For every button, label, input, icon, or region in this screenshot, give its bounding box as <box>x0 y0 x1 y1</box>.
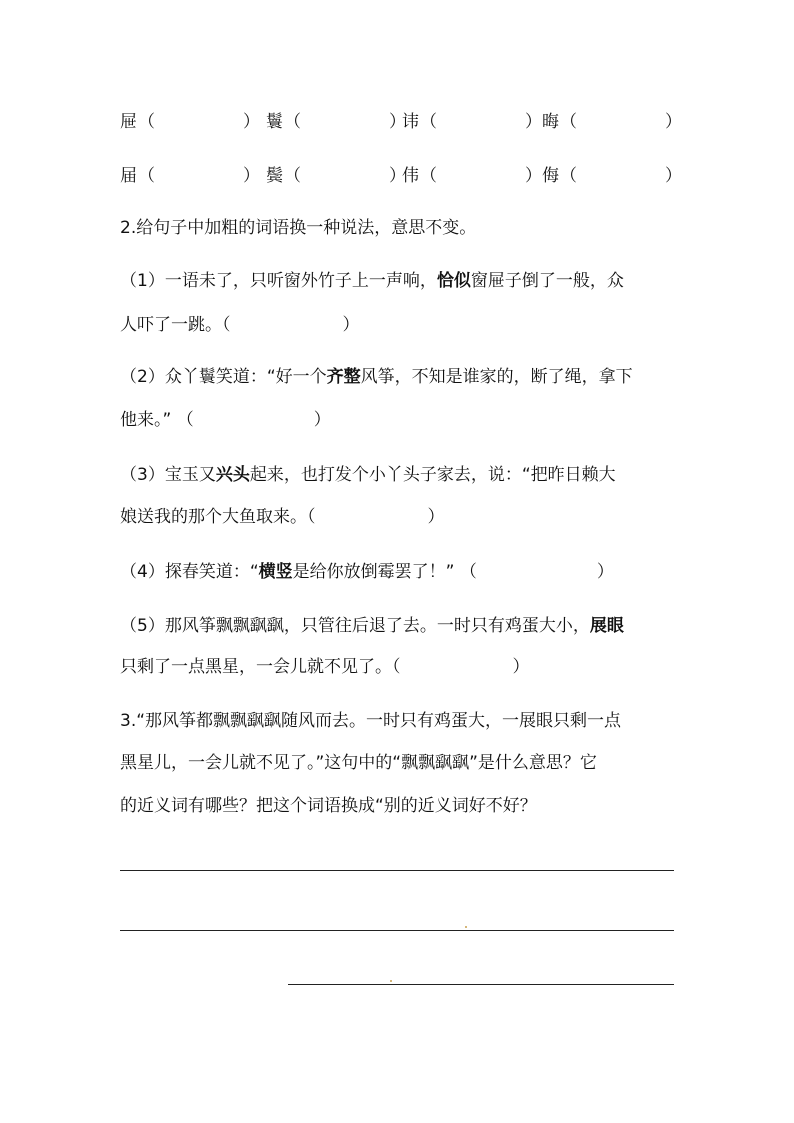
char: 晦 <box>542 112 559 132</box>
stray-dot <box>390 980 392 982</box>
char-blank-2-2: 鬓 （ ） <box>266 166 406 186</box>
q2-title: 2.给句子中加粗的词语换一种说法，意思不变。 <box>120 218 477 238</box>
bold-word: 齐整 <box>326 367 361 387</box>
char-blank-2-4: 侮 （ ） <box>542 166 682 186</box>
answer-line-2[interactable] <box>120 930 674 931</box>
q2-s5-line2: 只剩了一点黑星，一会儿就不见了。（ ） <box>120 657 530 677</box>
char: 侮 <box>542 166 559 186</box>
q2-s1-line1: （1）一语未了，只听窗外竹子上一声响，恰似窗屉子倒了一般，众 <box>120 271 624 291</box>
char-blank-1-1: 屉 （ ） <box>120 112 260 132</box>
char-blank-1-3: 讳 （ ） <box>402 112 542 132</box>
q2-s4-line1: （4）探春笑道：“横竖是给你放倒霉罢了！” （ ） <box>120 562 614 582</box>
char: 鬓 <box>266 166 283 186</box>
char-blank-2-1: 届 （ ） <box>120 166 260 186</box>
char: 鬟 <box>266 112 283 132</box>
answer-line-1[interactable] <box>120 870 674 871</box>
char: 屉 <box>120 112 137 132</box>
char-pairs-row-1 <box>120 107 682 132</box>
bold-word: 展眼 <box>589 616 624 636</box>
bold-word: 兴头 <box>215 465 250 485</box>
stray-dot <box>465 926 467 928</box>
q2-s3-line1: （3）宝玉又兴头起来，也打发个小丫头子家去，说：“把昨日赖大 <box>120 465 616 485</box>
char-blank-1-4: 晦 （ ） <box>542 112 682 132</box>
bold-word: 恰似 <box>436 271 471 291</box>
bold-word: 横竖 <box>258 562 293 582</box>
answer-line-3[interactable] <box>288 984 674 985</box>
q3-line2: 黑星儿，一会儿就不见了。”这句中的“飘飘飖飖”是什么意思？它 <box>120 753 597 773</box>
char-blank-2-3: 伟 （ ） <box>402 166 542 186</box>
q2-s2-line2: 他来。” （ ） <box>120 410 331 430</box>
q2-s5-line1: （5）那风筝飘飘飖飖，只管往后退了去。一时只有鸡蛋大小，展眼 <box>120 616 624 636</box>
char-blank-1-2: 鬟 （ ） <box>266 112 406 132</box>
q2-s2-line1: （2）众丫鬟笑道：“好一个齐整风筝，不知是谁家的，断了绳，拿下 <box>120 367 633 387</box>
char: 讳 <box>402 112 419 132</box>
q2-s3-line2: 娘送我的那个大鱼取来。（ ） <box>120 507 445 527</box>
char: 届 <box>120 166 137 186</box>
q3-line3: 的近义词有哪些？把这个词语换成“别的近义词好不好？ <box>120 796 537 816</box>
q2-s1-line2: 人吓了一跳。（ ） <box>120 315 360 335</box>
char-pairs-row-2 <box>120 161 682 186</box>
char: 伟 <box>402 166 419 186</box>
q3-line1: 3.“那风筝都飘飘飖飖随风而去。一时只有鸡蛋大，一展眼只剩一点 <box>120 711 622 731</box>
